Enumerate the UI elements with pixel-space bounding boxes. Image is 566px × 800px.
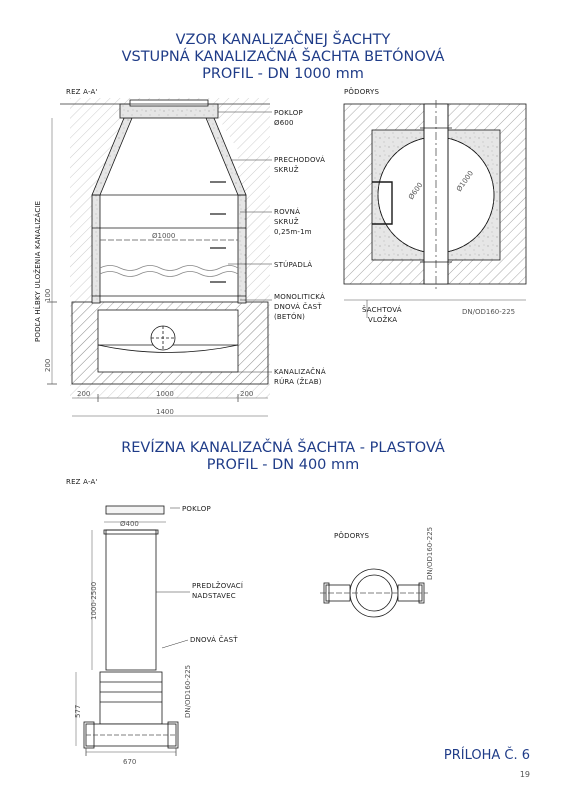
label-rovna-range: 0,25m-1m: [274, 228, 312, 236]
title-1-line-3: PROFIL - DN 1000 mm: [202, 66, 364, 82]
dim-diameter-400: Ø400: [120, 520, 139, 528]
label-kanalizacna: KANALIZAČNÁ: [274, 368, 326, 376]
label-prechodova-skruz: SKRUŽ: [274, 166, 299, 174]
dim-bottom-width: 670: [123, 758, 137, 766]
section-1-cut-label: REZ A-A': [66, 88, 98, 96]
label-rura: RÚRA (ŽĽAB): [274, 378, 322, 386]
label-monoliticka: MONOLITICKÁ: [274, 293, 325, 301]
title-2-line-2: PROFIL - DN 400 mm: [206, 457, 360, 473]
concrete-shaft-plan: [344, 100, 526, 318]
label-plan-d600: Ø600: [407, 181, 425, 202]
label-dnova-cast-2: DNOVÁ ČASŤ: [190, 636, 238, 644]
label-side-dn: DN/OD160-225: [184, 664, 192, 718]
label-poklop: POKLOP: [274, 109, 303, 117]
plastic-shaft-plan: [320, 569, 428, 617]
dim-bottom-height: 577: [74, 704, 82, 718]
label-beton: (BETÓN): [274, 313, 306, 321]
label-plan-dn: DN/OD160-225: [462, 308, 516, 316]
label-sachtova: ŠACHTOVÁ: [362, 306, 402, 314]
dim-left-bottom: 200: [44, 358, 52, 372]
label-vlozka: VLOŽKA: [368, 316, 398, 324]
label-dnova-cast: DNOVÁ ČASŤ: [274, 303, 322, 311]
depth-label: PODĽA HĹBKY ULOŽENIA KANALIZÁCIE: [34, 200, 42, 342]
dim-bottom-c: 200: [240, 390, 254, 398]
label-plan-dn-2: DN/OD160-225: [426, 526, 434, 580]
section-1-plan-label: PÔDORYS: [344, 88, 380, 96]
label-poklop-diameter: Ø600: [274, 119, 294, 127]
plastic-shaft-section: [76, 506, 190, 756]
dim-diameter-1000: Ø1000: [152, 232, 176, 240]
dim-left-top: 100: [44, 288, 52, 302]
dim-height-range: 1000-2500: [90, 581, 98, 620]
label-rovna: ROVNÁ: [274, 208, 301, 216]
dim-bottom-a: 200: [77, 390, 91, 398]
label-prechodova: PRECHODOVÁ: [274, 156, 326, 164]
title-1-line-2: VSTUPNÁ KANALIZAČNÁ ŠACHTA BETÓNOVÁ: [121, 49, 445, 65]
label-plan-d1000: Ø1000: [455, 169, 476, 194]
dim-bottom-b: 1000: [156, 390, 174, 398]
label-rovna-skruz: SKRUŽ: [274, 218, 299, 226]
appendix-label: PRÍLOHA Č. 6: [443, 748, 530, 763]
label-nadstavec: NADSTAVEC: [192, 592, 236, 600]
section-2-cut-label: REZ A-A': [66, 478, 98, 486]
section-2-plan-label: PÔDORYS: [334, 532, 370, 540]
label-poklop-2: POKLOP: [182, 505, 211, 513]
dim-bottom-total: 1400: [156, 408, 174, 416]
label-predlzovaci: PREDLŽOVACÍ: [192, 582, 244, 590]
page-number: 19: [519, 770, 530, 779]
title-2-line-1: REVÍZNA KANALIZAČNÁ ŠACHTA - PLASTOVÁ: [121, 440, 445, 456]
label-stupadla: STÚPADLÁ: [274, 261, 313, 269]
concrete-shaft-section: [47, 98, 270, 416]
title-1-line-1: VZOR KANALIZAČNEJ ŠACHTY: [175, 32, 391, 48]
